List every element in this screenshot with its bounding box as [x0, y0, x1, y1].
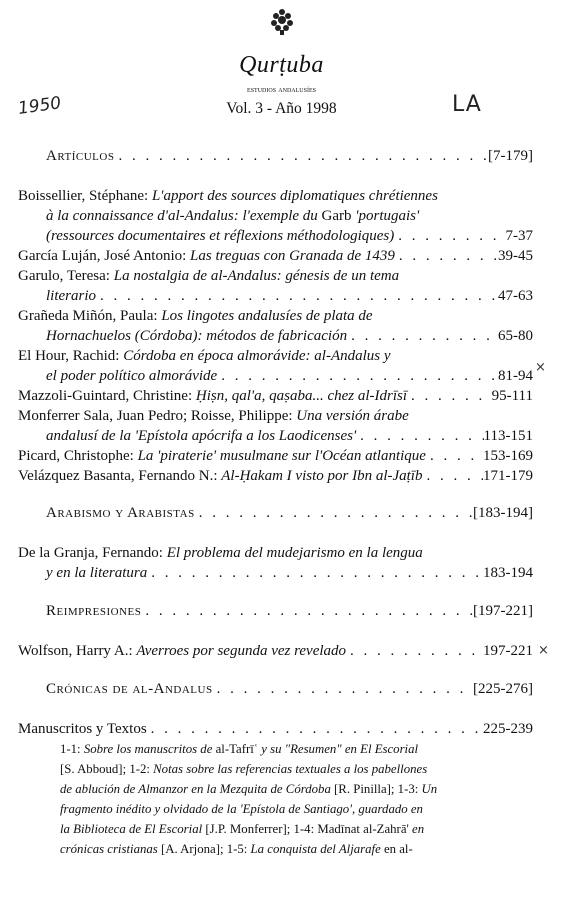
handwritten-cross-mark: × [538, 643, 549, 658]
entry-pages: 113-151 [483, 428, 533, 444]
entry-title: literario [46, 288, 97, 304]
section-cronicas [46, 679, 533, 699]
entry-author: Garulo, Teresa: [18, 268, 110, 284]
entry-author: Wolfson, Harry A.: [18, 643, 133, 659]
leader-dots [394, 226, 505, 246]
leader-dots [147, 719, 483, 739]
entry-label: Manuscritos y Textos [18, 721, 147, 737]
detail-text: en [412, 822, 425, 836]
detail-text: [R. Pinilla]; 1-3: [334, 782, 419, 796]
entry-title: El problema del mudejarismo en la lengua [166, 545, 423, 561]
section-pages: [225-276] [473, 681, 533, 697]
entry-pages: 197-221 [483, 643, 533, 659]
detail-text: al-Tafrīʿ [215, 742, 259, 756]
detail-text: crónicas cristianas [60, 842, 158, 856]
entry-hour-line2 [46, 366, 533, 386]
section-pages: [183-194] [473, 505, 533, 521]
entry-pages: 7-37 [505, 228, 533, 244]
leader-dots [346, 641, 483, 661]
entry-garulo-line2 [46, 286, 533, 306]
entry-author: Mazzoli-Guintard, Christine: [18, 388, 193, 404]
detail-text: Sobre los manuscritos de [83, 742, 213, 756]
detail-text: 1-1: [60, 742, 81, 756]
entry-pages: 153-169 [483, 448, 533, 464]
leader-dots [147, 563, 483, 583]
journal-emblem-icon [268, 6, 296, 36]
detail-text: Un [421, 782, 438, 796]
entry-monferrer-line1 [18, 406, 409, 426]
section-label: Reimpresiones [46, 603, 142, 619]
entry-title: L'apport des sources diplomatiques chrétiennes [151, 188, 438, 204]
handwritten-note-left: 1950 [16, 93, 63, 119]
leader-dots [217, 366, 498, 386]
entry-pages: 225-239 [483, 721, 533, 737]
entry-garulo-line1 [18, 266, 399, 286]
entry-author: De la Granja, Fernando: [18, 545, 163, 561]
detail-line-6 [60, 839, 535, 859]
entry-title: à la connaissance d'al-Andalus: l'exemple du [46, 208, 318, 224]
leader-dots [114, 146, 488, 166]
entry-title: Los lingotes andalusíes de plata de [161, 308, 373, 324]
entry-pages: 65-80 [498, 328, 533, 344]
detail-line-1 [60, 739, 535, 759]
entry-pages: 47-63 [498, 288, 533, 304]
leader-dots [395, 246, 498, 266]
section-reimpresiones [46, 601, 533, 621]
entry-pages: 183-194 [483, 565, 533, 581]
entry-author: Monferrer Sala, Juan Pedro; Roisse, Philippe: [18, 408, 293, 424]
entry-title: La 'piraterie' musulmane sur l'Océan atlantique [137, 448, 426, 464]
entry-picard [18, 446, 533, 466]
leader-dots [356, 426, 483, 446]
entry-granja-line1 [18, 543, 423, 563]
section-pages: [7-179] [488, 148, 533, 164]
entry-author: El Hour, Rachid: [18, 348, 120, 364]
detail-text: [A. Arjona]; 1-5: [160, 842, 248, 856]
entry-title: Hornachuelos (Córdoba): métodos de fabricación [46, 328, 348, 344]
entry-boissellier-line2 [46, 206, 419, 226]
entry-pages: 39-45 [498, 248, 533, 264]
entry-author: Velázquez Basanta, Fernando N.: [18, 468, 218, 484]
detail-text: y su "Resumen" en El Escorial [261, 742, 419, 756]
entry-title: Las treguas con Granada de 1439 [190, 248, 395, 264]
manuscritos-detail-block [60, 739, 535, 859]
handwritten-note-right: LA [452, 92, 482, 117]
entry-author: Picard, Christophe: [18, 448, 134, 464]
entry-hour-line1 [18, 346, 391, 366]
entry-garcia [18, 246, 533, 266]
section-label: Artículos [46, 148, 115, 164]
volume-year: Vol. 3 - Año 1998 [226, 100, 337, 117]
leader-dots [96, 286, 498, 306]
entry-author: Boissellier, Stéphane: [18, 188, 149, 204]
detail-text: de ablución de Almanzor en la Mezquita de Córdoba [60, 782, 331, 796]
handwritten-cross-mark: × [535, 360, 546, 375]
entry-pages: 81-94 [498, 368, 533, 384]
entry-title-roman: Garb [321, 208, 352, 224]
entry-text [18, 641, 346, 661]
detail-line-2 [60, 759, 535, 779]
leader-dots [422, 466, 483, 486]
entry-title: y en la literatura [46, 565, 148, 581]
entry-title: Ḥiṣn, qal'a, qaṣaba... chez [195, 388, 355, 404]
entry-title: (ressources documentaires et réflexions méthodologiques) [46, 228, 395, 244]
entry-title: 'portugais' [355, 208, 420, 224]
journal-subtitle: estudios andalusíes [247, 84, 316, 94]
section-label: Crónicas de al-Andalus [46, 681, 213, 697]
section-label: Arabismo y Arabistas [46, 505, 195, 521]
entry-title-name: al-Idrīsī [357, 388, 408, 404]
section-pages: [197-221] [473, 603, 533, 619]
leader-dots [426, 446, 483, 466]
entry-title: Córdoba en época almorávide: al-Andalus y [123, 348, 391, 364]
entry-title: Al-Ḥakam I visto por Ibn al-Jaṭīb [221, 468, 423, 484]
detail-text: la Biblioteca de El Escorial [60, 822, 203, 836]
entry-mazzoli [18, 386, 533, 406]
detail-text: La conquista del Aljarafe [250, 842, 381, 856]
entry-pages: 95-111 [491, 388, 533, 404]
entry-wolfson [18, 641, 533, 661]
entry-text [18, 246, 395, 266]
entry-graneda-line2 [46, 326, 533, 346]
entry-title: Una versión árabe [296, 408, 409, 424]
entry-text [18, 466, 422, 486]
entry-boissellier-line3 [46, 226, 533, 246]
leader-dots [213, 679, 473, 699]
entry-title: Averroes por segunda vez revelado [136, 643, 347, 659]
entry-pages: 171-179 [483, 468, 533, 484]
entry-text [18, 386, 407, 406]
entry-manuscritos [18, 719, 533, 739]
entry-title: el poder político almorávide [46, 368, 218, 384]
journal-title: Qurṭuba [239, 52, 324, 78]
leader-dots [195, 503, 473, 523]
detail-line-3 [60, 779, 535, 799]
detail-text: Notas sobre las referencias textuales a los pabellones [153, 762, 428, 776]
entry-velazquez [18, 466, 533, 486]
entry-text [18, 446, 426, 466]
section-articulos [46, 146, 533, 166]
entry-graneda-line1 [18, 306, 373, 326]
entry-author: García Luján, José Antonio: [18, 248, 187, 264]
detail-text: [J.P. Monferrer]; 1-4: Madīnat al-Zahrā' [205, 822, 409, 836]
detail-line-5 [60, 819, 535, 839]
entry-granja-line2 [46, 563, 533, 583]
leader-dots [407, 386, 492, 406]
leader-dots [347, 326, 498, 346]
detail-text: en al- [383, 842, 413, 856]
entry-monferrer-line2 [46, 426, 533, 446]
entry-title: La nostalgia de al-Andalus: génesis de un tema [113, 268, 400, 284]
section-arabismo [46, 503, 533, 523]
detail-line-4: fragmento inédito y olvidado de la 'Epístola de Santiago', guardado en [60, 802, 423, 816]
entry-author: Grañeda Miñón, Paula: [18, 308, 158, 324]
leader-dots [141, 601, 473, 621]
entry-title: andalusí de la 'Epístola apócrifa a los Laodicenses' [46, 428, 357, 444]
entry-boissellier-line1 [18, 186, 438, 206]
detail-text: [S. Abboud]; 1-2: [60, 762, 150, 776]
